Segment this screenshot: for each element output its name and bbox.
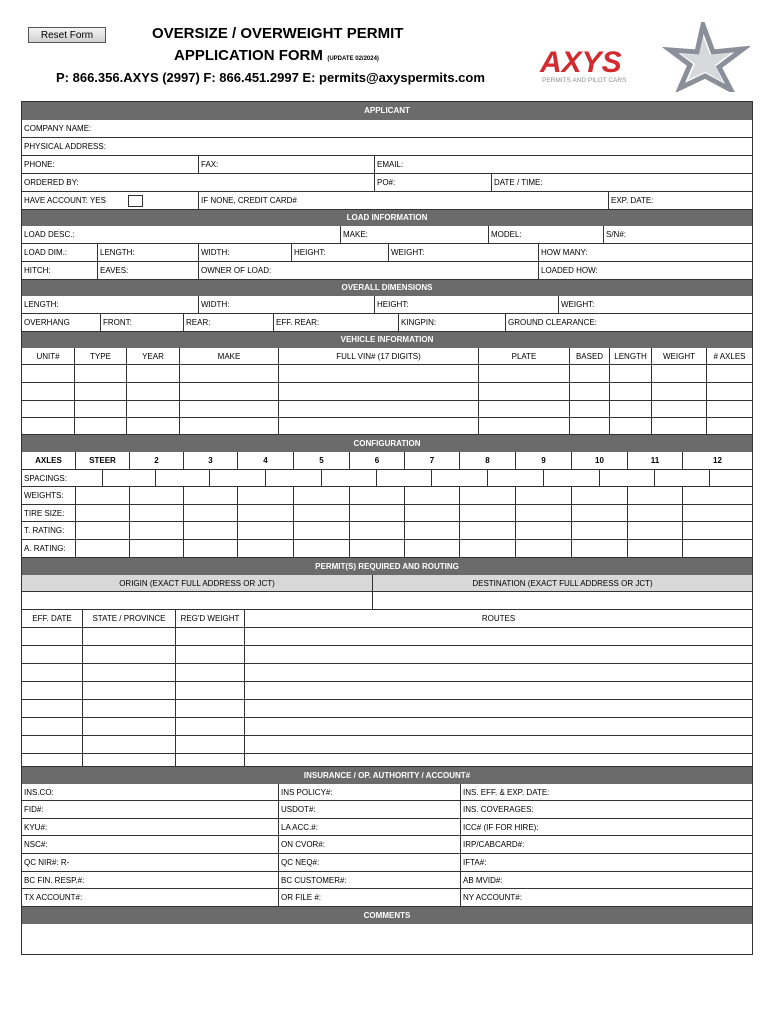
vehicle-header-row — [22, 348, 752, 365]
routing-row[interactable] — [22, 736, 752, 754]
config-col-axle: 6 — [349, 452, 404, 469]
ordered-by-field[interactable]: ORDERED BY: — [24, 178, 79, 187]
company-row — [22, 120, 752, 138]
ins-co-field[interactable]: INS.CO: — [24, 788, 54, 797]
overall-width-field[interactable]: WIDTH: — [198, 296, 374, 313]
have-account-label: HAVE ACCOUNT: YES — [24, 196, 106, 205]
rear-field[interactable]: REAR: — [183, 314, 273, 331]
config-t-rating-row — [22, 522, 752, 540]
routing-row[interactable] — [22, 700, 752, 718]
vehicle-col-based: BASED — [569, 348, 609, 364]
ordered-row — [22, 174, 752, 192]
insurance-row — [22, 819, 752, 836]
vehicle-col-year: YEAR — [126, 348, 179, 364]
nsc-field[interactable]: NSC#: — [24, 840, 48, 849]
update-note: (UPDATE 02/2024) — [327, 56, 379, 62]
ifta-field[interactable]: IFTA#: — [460, 854, 752, 871]
insurance-row — [22, 836, 752, 854]
routing-row[interactable] — [22, 682, 752, 700]
routing-row[interactable] — [22, 754, 752, 767]
kyu-field[interactable]: KYU#: — [24, 823, 48, 832]
load-height-field[interactable]: HEIGHT: — [291, 244, 388, 261]
owner-field[interactable]: OWNER OF LOAD: — [198, 262, 538, 279]
config-col-axle: 8 — [459, 452, 515, 469]
origin-dest-header-row — [22, 575, 752, 592]
ins-policy-field[interactable]: INS POLICY#: — [278, 784, 460, 800]
load-band: LOAD INFORMATION — [22, 210, 752, 226]
load-dim-label: LOAD DIM.: — [24, 248, 68, 257]
ground-clearance-field[interactable]: GROUND CLEARANCE: — [505, 314, 752, 331]
applicant-band: APPLICANT — [22, 102, 752, 120]
form-title-line2-wrap — [174, 47, 379, 65]
icc-field[interactable]: ICC# (IF FOR HIRE): — [460, 819, 752, 835]
load-desc-row — [22, 226, 752, 244]
qc-neq-field[interactable]: QC NEQ#: — [278, 854, 460, 871]
load-width-field[interactable]: WIDTH: — [198, 244, 291, 261]
permits-band: PERMIT(S) REQUIRED AND ROUTING — [22, 558, 752, 575]
routing-row[interactable] — [22, 718, 752, 736]
load-desc-field[interactable]: LOAD DESC.: — [24, 230, 75, 239]
config-row-label: T. RATING: — [24, 526, 65, 535]
email-field[interactable]: EMAIL: — [374, 156, 752, 173]
routing-row[interactable] — [22, 664, 752, 682]
credit-card-field[interactable]: IF NONE, CREDIT CARD# — [198, 192, 608, 209]
routing-row[interactable] — [22, 628, 752, 646]
exp-date-field[interactable]: EXP. DATE: — [608, 192, 752, 209]
form-title-line1: OVERSIZE / OVERWEIGHT PERMIT — [152, 25, 404, 42]
logo-tagline: PERMITS AND PILOT CARS — [542, 77, 627, 84]
routing-header-row — [22, 610, 752, 628]
config-col-axles: AXLES — [35, 456, 62, 465]
account-row — [22, 192, 752, 210]
usdot-field[interactable]: USDOT#: — [278, 801, 460, 818]
destination-field[interactable] — [372, 592, 752, 609]
eff-rear-field[interactable]: EFF. REAR: — [273, 314, 398, 331]
axys-logo — [535, 22, 750, 92]
load-length-field[interactable]: LENGTH: — [97, 244, 198, 261]
address-row — [22, 138, 752, 156]
origin-dest-row — [22, 592, 752, 610]
ins-dates-field[interactable]: INS. EFF. & EXP. DATE: — [460, 784, 752, 800]
config-row-label: SPACINGS: — [24, 474, 67, 483]
fax-field[interactable]: FAX: — [198, 156, 374, 173]
company-name-field[interactable]: COMPANY NAME: — [24, 124, 92, 133]
date-time-field[interactable]: DATE / TIME: — [491, 174, 752, 191]
config-col-axle: 12 — [682, 452, 752, 469]
overall-height-field[interactable]: HEIGHT: — [374, 296, 558, 313]
have-account-field — [22, 192, 198, 209]
qc-nir-field[interactable]: QC NIR#: R- — [24, 858, 70, 867]
how-many-field[interactable]: HOW MANY: — [538, 244, 752, 261]
bc-customer-field[interactable]: BC CUSTOMER#: — [278, 872, 460, 888]
vehicle-band: VEHICLE INFORMATION — [22, 332, 752, 348]
insurance-row — [22, 784, 752, 801]
load-dim-row — [22, 244, 752, 262]
vehicle-col-make: MAKE — [179, 348, 278, 364]
model-field[interactable]: MODEL: — [488, 226, 603, 243]
insurance-row — [22, 889, 752, 907]
bc-fin-field[interactable]: BC FIN. RESP.#: — [24, 876, 85, 885]
insurance-row — [22, 801, 752, 819]
vehicle-col-plate: PLATE — [478, 348, 569, 364]
insurance-row — [22, 854, 752, 872]
insurance-row — [22, 872, 752, 889]
logo-text: AXYS — [540, 46, 622, 79]
config-weights-row — [22, 487, 752, 505]
reset-form-button[interactable]: Reset Form — [28, 27, 106, 43]
tx-account-field[interactable]: TX ACCOUNT#: — [24, 893, 83, 902]
comments-band: COMMENTS — [22, 907, 752, 924]
on-cvor-field[interactable]: ON CVOR#: — [278, 836, 460, 853]
config-col-axle: 5 — [293, 452, 349, 469]
hitch-row — [22, 262, 752, 280]
routing-col-state: STATE / PROVINCE — [82, 610, 175, 627]
vehicle-row[interactable] — [22, 365, 752, 383]
config-a-rating-row — [22, 540, 752, 558]
load-weight-field[interactable]: WEIGHT: — [388, 244, 538, 261]
hitch-field[interactable]: HITCH: — [24, 266, 51, 275]
ins-coverages-field[interactable]: INS. COVERAGES: — [460, 801, 752, 818]
config-header-row — [22, 452, 752, 470]
config-col-axle: 7 — [404, 452, 459, 469]
overhang-row — [22, 314, 752, 332]
config-tire-row — [22, 505, 752, 522]
phone-row — [22, 156, 752, 174]
front-field[interactable]: FRONT: — [100, 314, 183, 331]
vehicle-col-weight: WEIGHT — [651, 348, 706, 364]
comments-field[interactable] — [22, 924, 752, 954]
form-title-line2: APPLICATION FORM — [174, 47, 323, 64]
sn-field[interactable]: S/N#: — [603, 226, 752, 243]
config-col-axle: 10 — [571, 452, 627, 469]
vehicle-col-type: TYPE — [74, 348, 126, 364]
or-file-field[interactable]: OR FILE #: — [278, 889, 460, 906]
overall-band: OVERALL DIMENSIONS — [22, 280, 752, 296]
phone-field[interactable]: PHONE: — [24, 160, 55, 169]
config-row-label: WEIGHTS: — [24, 491, 64, 500]
irp-field[interactable]: IRP/CABCARD#: — [460, 836, 752, 853]
config-spacings-row — [22, 470, 752, 487]
routing-col-eff-date: EFF. DATE — [32, 614, 72, 623]
overall-length-field[interactable]: LENGTH: — [24, 300, 59, 309]
config-col-axle: 9 — [515, 452, 571, 469]
config-row-label: TIRE SIZE: — [24, 509, 65, 518]
contact-line: P: 866.356.AXYS (2997) F: 866.451.2997 E: permits@axyspermits.com — [56, 70, 485, 85]
config-col-axle: 4 — [237, 452, 293, 469]
routing-col-weight: REG'D WEIGHT — [175, 610, 244, 627]
have-account-checkbox[interactable] — [128, 195, 143, 207]
vehicle-col-length: LENGTH — [609, 348, 651, 364]
overall-dims-row — [22, 296, 752, 314]
vehicle-col-axles: # AXLES — [706, 348, 752, 364]
fid-field[interactable]: FID#: — [24, 805, 44, 814]
overall-weight-field[interactable]: WEIGHT: — [558, 296, 752, 313]
insurance-band: INSURANCE / OP. AUTHORITY / ACCOUNT# — [22, 767, 752, 784]
config-col-axle: 3 — [183, 452, 237, 469]
po-field[interactable]: PO#: — [374, 174, 491, 191]
config-col-steer: STEER — [75, 452, 129, 469]
vehicle-row[interactable] — [22, 383, 752, 401]
configuration-band: CONFIGURATION — [22, 435, 752, 452]
origin-header: ORIGIN (EXACT FULL ADDRESS OR JCT) — [119, 579, 275, 588]
vehicle-col-vin: FULL VIN# (17 DIGITS) — [278, 348, 478, 364]
eaves-field[interactable]: EAVES: — [97, 262, 198, 279]
ny-account-field[interactable]: NY ACCOUNT#: — [460, 889, 752, 906]
vehicle-row[interactable] — [22, 418, 752, 435]
origin-field[interactable] — [22, 592, 372, 609]
loaded-how-field[interactable]: LOADED HOW: — [538, 262, 752, 279]
physical-address-field[interactable]: PHYSICAL ADDRESS: — [24, 142, 106, 151]
la-acc-field[interactable]: LA ACC.#: — [278, 819, 460, 835]
routing-row[interactable] — [22, 646, 752, 664]
config-col-axle: 11 — [627, 452, 682, 469]
overhang-label: OVERHANG — [24, 318, 70, 327]
config-col-axle: 2 — [129, 452, 183, 469]
kingpin-field[interactable]: KINGPIN: — [398, 314, 505, 331]
vehicle-col-unit: UNIT# — [36, 352, 60, 361]
config-row-label: A. RATING: — [24, 544, 66, 553]
permit-form — [21, 101, 753, 955]
routing-col-routes: ROUTES — [244, 610, 752, 627]
vehicle-row[interactable] — [22, 401, 752, 418]
ab-mvid-field[interactable]: AB MVID#: — [460, 872, 752, 888]
destination-header: DESTINATION (EXACT FULL ADDRESS OR JCT) — [372, 575, 752, 591]
make-field[interactable]: MAKE: — [340, 226, 488, 243]
